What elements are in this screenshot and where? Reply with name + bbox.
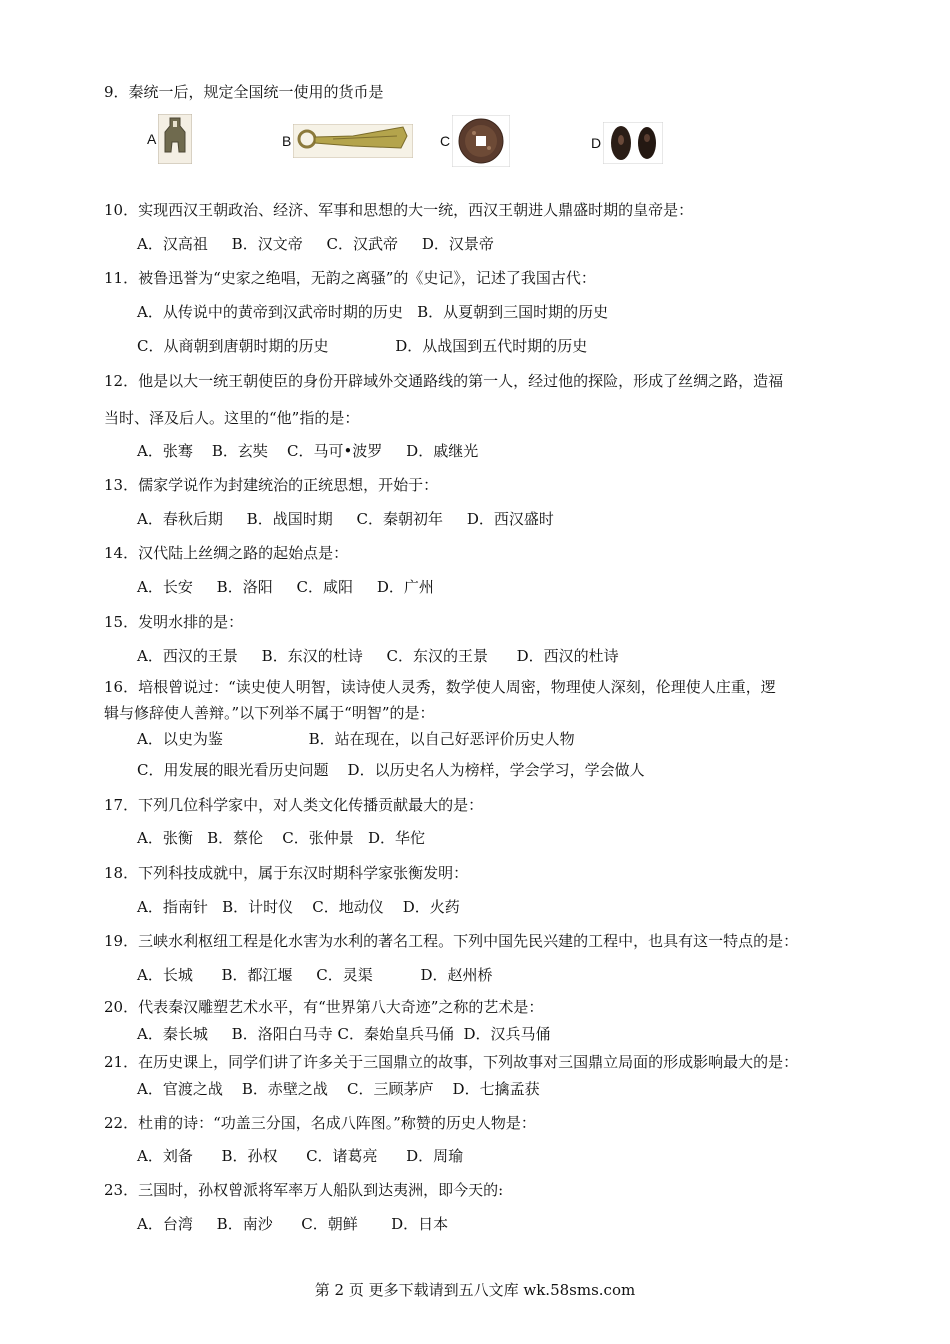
- question-12-stem-2: 当时、泽及后人。这里的“他”指的是：: [104, 409, 360, 427]
- question-22-options: A．刘备 B．孙权 C．诸葛亮 D．周瑜: [137, 1147, 464, 1165]
- question-23-options: A．台湾 B．南沙 C．朝鲜 D．日本: [137, 1215, 449, 1233]
- question-12-options: A．张骞 B．玄奘 C．马可•波罗 D．戚继光: [137, 442, 479, 460]
- coin-option-c: [440, 115, 510, 167]
- option-label: C: [440, 133, 451, 149]
- question-16-stem-2: 辑与修辞使人善辩。”以下列举不属于“明智”的是：: [104, 704, 435, 722]
- question-16-options-1: A．以史为鉴 B．站在现在，以自己好恶评价历史人物: [137, 730, 575, 748]
- question-12-stem-1: 12．他是以大一统王朝使臣的身份开辟域外交通路线的第一人，经过他的探险，形成了丝绸之路，造福: [104, 372, 784, 390]
- question-11-stem: 11．被鲁迅誉为“史家之绝唱，无韵之离骚”的《史记》，记述了我国古代：: [104, 269, 596, 287]
- question-21-stem: 21．在历史课上，同学们讲了许多关于三国鼎立的故事，下列故事对三国鼎立局面的形成影响最大的是：: [104, 1053, 799, 1071]
- question-16-stem-1: 16．培根曾说过：“读史使人明智，读诗使人灵秀，数学使人周密，物理使人深刻，伦理使人庄重，逻: [104, 678, 776, 696]
- question-13-stem: 13．儒家学说作为封建统治的正统思想，开始于：: [104, 476, 439, 494]
- question-19-stem: 19．三峡水利枢纽工程是化水害为水利的著名工程。下列中国先民兴建的工程中，也具有这一特点的是：: [104, 932, 799, 950]
- question-14-stem: 14．汉代陆上丝绸之路的起始点是：: [104, 544, 349, 562]
- question-23-stem: 23．三国时，孙权曾派将军率万人船队到达夷洲，即今天的:: [104, 1181, 504, 1199]
- coin-option-b: [282, 124, 413, 158]
- question-11-options-1: A．从传说中的黄帝到汉武帝时期的历史 B．从夏朝到三国时期的历史: [137, 303, 609, 321]
- question-17-stem: 17．下列几位科学家中，对人类文化传播贡献最大的是：: [104, 796, 484, 814]
- page-footer: 第 2 页 更多下载请到五八文库 wk.58sms.com: [314, 1281, 636, 1299]
- question-10-options: A．汉高祖 B．汉文帝 C．汉武帝 D．汉景帝: [137, 235, 494, 253]
- question-22-stem: 22．杜甫的诗：“功盖三分国，名成八阵图。”称赞的历史人物是：: [104, 1114, 536, 1132]
- question-17-options: A．张衡 B．蔡伦 C．张仲景 D．华佗: [137, 829, 426, 847]
- option-label: B: [282, 133, 292, 149]
- question-14-options: A．长安 B．洛阳 C．咸阳 D．广州: [137, 578, 434, 596]
- ant-nose-coin-icon: [603, 122, 663, 164]
- question-9-stem: 9．秦统一后，规定全国统一使用的货币是: [104, 83, 384, 101]
- question-11-options-2: C．从商朝到唐朝时期的历史 D．从战国到五代时期的历史: [137, 337, 588, 355]
- round-coin-icon: [452, 115, 510, 167]
- question-18-stem: 18．下列科技成就中，属于东汉时期科学家张衡发明：: [104, 864, 469, 882]
- question-20-options: A．秦长城 B．洛阳白马寺 C．秦始皇兵马俑 D．汉兵马俑: [137, 1025, 551, 1043]
- question-19-options: A．长城 B．都江堰 C．灵渠 D．赵州桥: [137, 966, 493, 984]
- question-21-options: A．官渡之战 B．赤壁之战 C．三顾茅庐 D．七擒孟获: [137, 1080, 540, 1098]
- question-20-stem: 20．代表秦汉雕塑艺术水平，有“世界第八大奇迹”之称的艺术是：: [104, 998, 544, 1016]
- spade-coin-icon: [158, 114, 192, 164]
- coin-option-d: [591, 122, 663, 164]
- option-label: D: [591, 135, 602, 151]
- question-16-options-2: C．用发展的眼光看历史问题 D．以历史名人为榜样，学会学习，学会做人: [137, 761, 645, 779]
- question-15-options: A．西汉的王景 B．东汉的杜诗 C．东汉的王景 D．西汉的杜诗: [137, 647, 619, 665]
- question-15-stem: 15．发明水排的是：: [104, 613, 244, 631]
- option-label: A: [147, 131, 157, 147]
- coin-option-a: [147, 114, 192, 164]
- question-13-options: A．春秋后期 B．战国时期 C．秦朝初年 D．西汉盛时: [137, 510, 554, 528]
- question-10-stem: 10．实现西汉王朝政治、经济、军事和思想的大一统，西汉王朝进人鼎盛时期的皇帝是：: [104, 201, 694, 219]
- question-18-options: A．指南针 B．计时仪 C．地动仪 D．火药: [137, 898, 460, 916]
- knife-coin-icon: [293, 124, 413, 158]
